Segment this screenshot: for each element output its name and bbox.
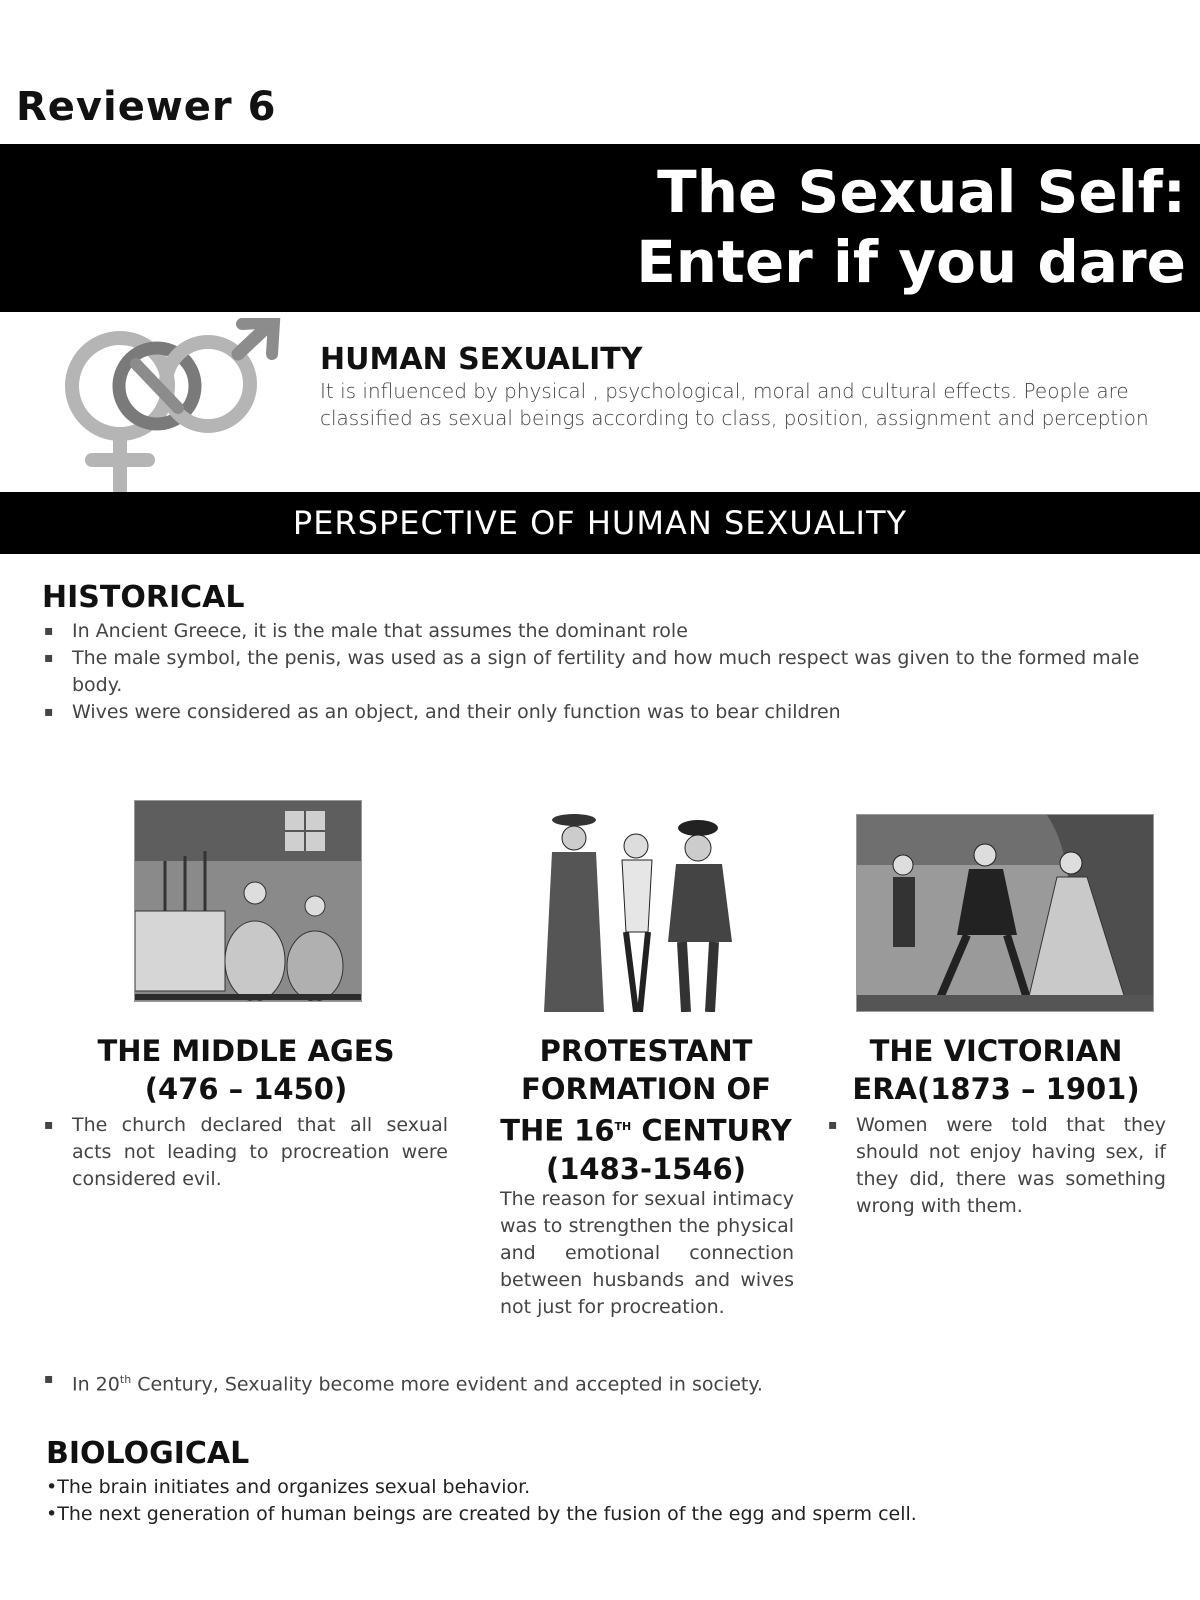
- list-item: [42, 1366, 1142, 1398]
- list-item: ▪ The male symbol, the penis, was used as a sign of fertility and how much respect was given to the formed male body.: [42, 645, 1142, 699]
- twentieth-century-list: [42, 1366, 1142, 1398]
- list-item: ▪ Women were told that they should not enjoy having sex, if they did, there was something wrong with them.: [826, 1112, 1166, 1220]
- victorian-list: [826, 1112, 1166, 1220]
- era-title-line: FORMATION OF: [521, 1072, 771, 1106]
- banner-title-line-2: Enter if you dare: [636, 228, 1186, 296]
- protestant-heading: [486, 1032, 806, 1188]
- protestant-figures-image: [536, 812, 762, 1012]
- era-title-part: THE 16: [500, 1113, 615, 1148]
- list-item: ▪ The church declared that all sexual acts not leading to procreation were considered evil.: [42, 1112, 448, 1193]
- list-item: ▪ Wives were considered as an object, and their only function was to bear children: [42, 699, 1142, 726]
- era-title-line: (476 – 1450): [144, 1072, 348, 1106]
- gender-symbol-icon: [42, 318, 292, 498]
- list-item: •The brain initiates and organizes sexual behavior.: [46, 1476, 531, 1498]
- perspective-bar: [0, 492, 1200, 554]
- list-item: •The next generation of human beings are created by the fusion of the egg and sperm cell.: [46, 1503, 917, 1525]
- era-title-part: CENTURY: [631, 1113, 792, 1148]
- biological-list: [46, 1474, 1146, 1528]
- era-title-line: PROTESTANT: [539, 1034, 753, 1068]
- era-title-superscript: TH: [614, 1120, 632, 1133]
- text-part: Century, Sexuality become more evident and accepted in society.: [131, 1373, 763, 1396]
- reviewer-label: Reviewer 6: [16, 84, 277, 130]
- middle-ages-engraving-image: [134, 800, 362, 1002]
- list-item: ▪ In Ancient Greece, it is the male that assumes the dominant role: [42, 618, 1142, 645]
- historical-heading: HISTORICAL: [42, 580, 245, 615]
- human-sexuality-heading: HUMAN SEXUALITY: [320, 342, 643, 377]
- perspective-heading: PERSPECTIVE OF HUMAN SEXUALITY: [292, 504, 908, 542]
- middle-ages-heading: [96, 1032, 396, 1108]
- human-sexuality-definition: It is influenced by physical , psychological, moral and cultural effects. People are classified as sexual beings according to class, position, assignment and perception: [320, 379, 1149, 430]
- text-part: In 20: [72, 1373, 120, 1396]
- biological-heading: BIOLOGICAL: [46, 1436, 250, 1471]
- banner-title-line-1: The Sexual Self:: [657, 158, 1186, 226]
- era-title-line: [486, 1108, 806, 1150]
- victorian-scene-image: [856, 814, 1154, 1012]
- middle-ages-list: [42, 1112, 448, 1193]
- protestant-description: The reason for sexual intimacy was to strengthen the physical and emotional connection between husbands and wives not just for procreation.: [500, 1188, 794, 1318]
- title-banner: [0, 144, 1200, 312]
- era-title-line: ERA(1873 – 1901): [852, 1072, 1140, 1106]
- era-title-line: THE MIDDLE AGES: [97, 1034, 395, 1068]
- victorian-heading: [836, 1032, 1156, 1108]
- superscript: th: [119, 1373, 132, 1386]
- era-title-line: (1483-1546): [546, 1151, 746, 1186]
- era-title-line: THE VICTORIAN: [869, 1034, 1123, 1068]
- historical-list: [42, 618, 1142, 726]
